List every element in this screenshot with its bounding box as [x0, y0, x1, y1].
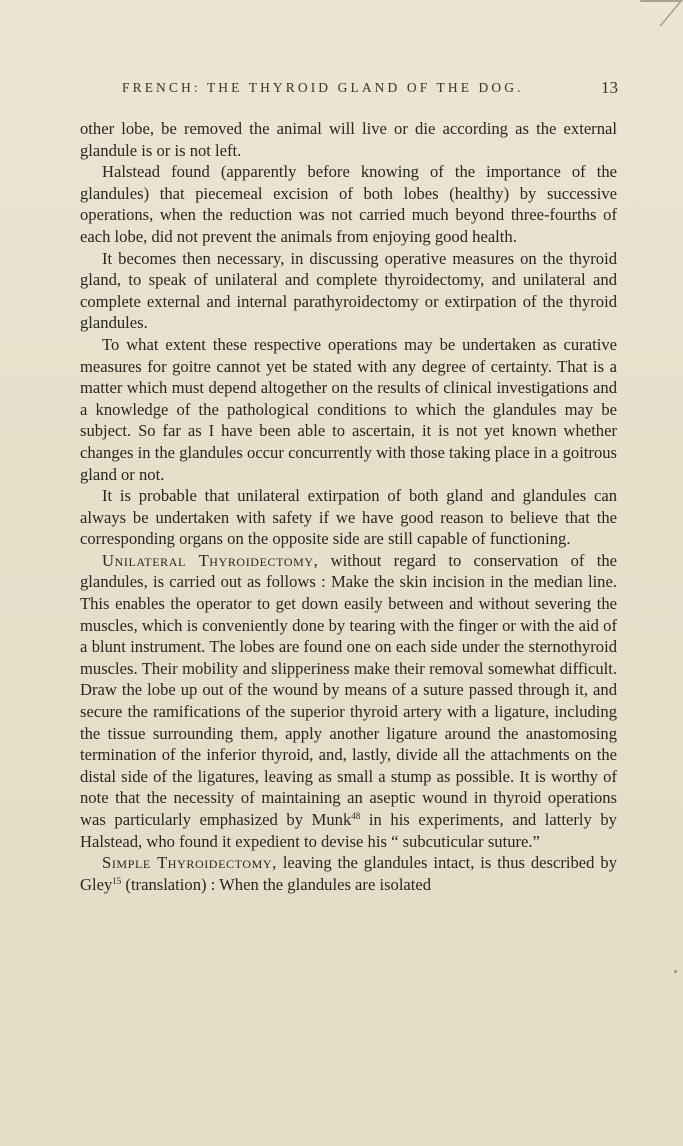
reference-number: 48 — [351, 811, 361, 821]
paragraph-continuation — [80, 118, 617, 161]
paragraph-unilateral-thyroidectomy — [80, 550, 617, 852]
paragraph-text: Halstead found (apparently before knowing of the importance of the glandules) that piecemeal excision of both lobes (healthy) by successive operations, when the reduction was not carried much beyond three-fourths of each lobe, did not prevent the animals from enjoying good health. — [80, 162, 617, 246]
page-header — [80, 78, 620, 102]
paragraph-curative-measures — [80, 334, 617, 485]
paragraph-text: To what extent these respective operations may be undertaken as curative measures for goitre cannot yet be stated with any degree of certainty. That is a matter which must depend altogether on the results of clinical investigations and a knowledge of the pathological conditions to which the glandules may be subject. So far as I have been able to ascertain, it is not yet known whether changes in the glandules occur concurrently with those taking place in a goitrous gland or not. — [80, 334, 617, 484]
paragraph-text: without regard to conservation of the glandules, is carried out as follows : Make the skin incision in the median line. This enables the operator to get down easily between and without severing the muscles, which is conveniently done by tearing with the finger or with the aid of a blunt instrument. The lobes are found one on each side under the sternothyroid muscles. Their mobility and slipperiness make their removal somewhat difficult. Draw the lobe up out of the wound by means of a suture passed through it, and secure the ramifications of the superior thyroid artery with a ligature, including the tissue surrounding them, apply another ligature around the anastomosing termination of the inferior thyroid, and, lastly, divide all the attachments on the distal side of the ligatures, leaving as small a stump as possible. It is worthy of note that the necessity of maintaining an aseptic wound in thyroid operations was particularly emphasized by Munk — [80, 550, 618, 829]
paragraph-text: It is probable that unilateral extirpation of both gland and glandules can always be undertaken with safety if we have good reason to believe that the corresponding organs on the opposite side are still capable of functioning. — [80, 486, 617, 549]
body-text — [80, 118, 617, 895]
paragraph-text: (translation) : When the glandules are isolated — [121, 874, 432, 894]
paragraph-text: other lobe, be removed the animal will live or die according as the external glandule is or is not left. — [80, 119, 617, 160]
paragraph-operative-measures — [80, 248, 617, 334]
paper-speck — [674, 970, 677, 973]
paragraph-text: leaving the glandules intact, is thus described by Gley — [80, 853, 618, 894]
paragraph-simple-thyroidectomy — [80, 852, 617, 895]
paragraph-unilateral-extirpation — [80, 485, 617, 550]
reference-number: 15 — [112, 875, 122, 886]
page-number: 13 — [601, 78, 618, 97]
section-heading: Unilateral Thyroidectomy, — [102, 550, 319, 570]
paragraph-text: in his experiments, and latterly by Halstead, who found it expedient to devise his “ subcuticular suture.” — [80, 810, 617, 851]
running-head: FRENCH: THE THYROID GLAND OF THE DOG. — [122, 80, 524, 95]
paragraph-halstead — [80, 161, 617, 247]
page-corner-mark — [619, 0, 683, 26]
paragraph-text: It becomes then necessary, in discussing operative measures on the thyroid gland, to speak of unilateral and complete thyroidectomy, and unilateral and complete external and internal parathyroidectomy or extirpation of the thyroid glandules. — [80, 248, 617, 333]
section-heading: Simple Thyroidectomy, — [102, 853, 277, 873]
